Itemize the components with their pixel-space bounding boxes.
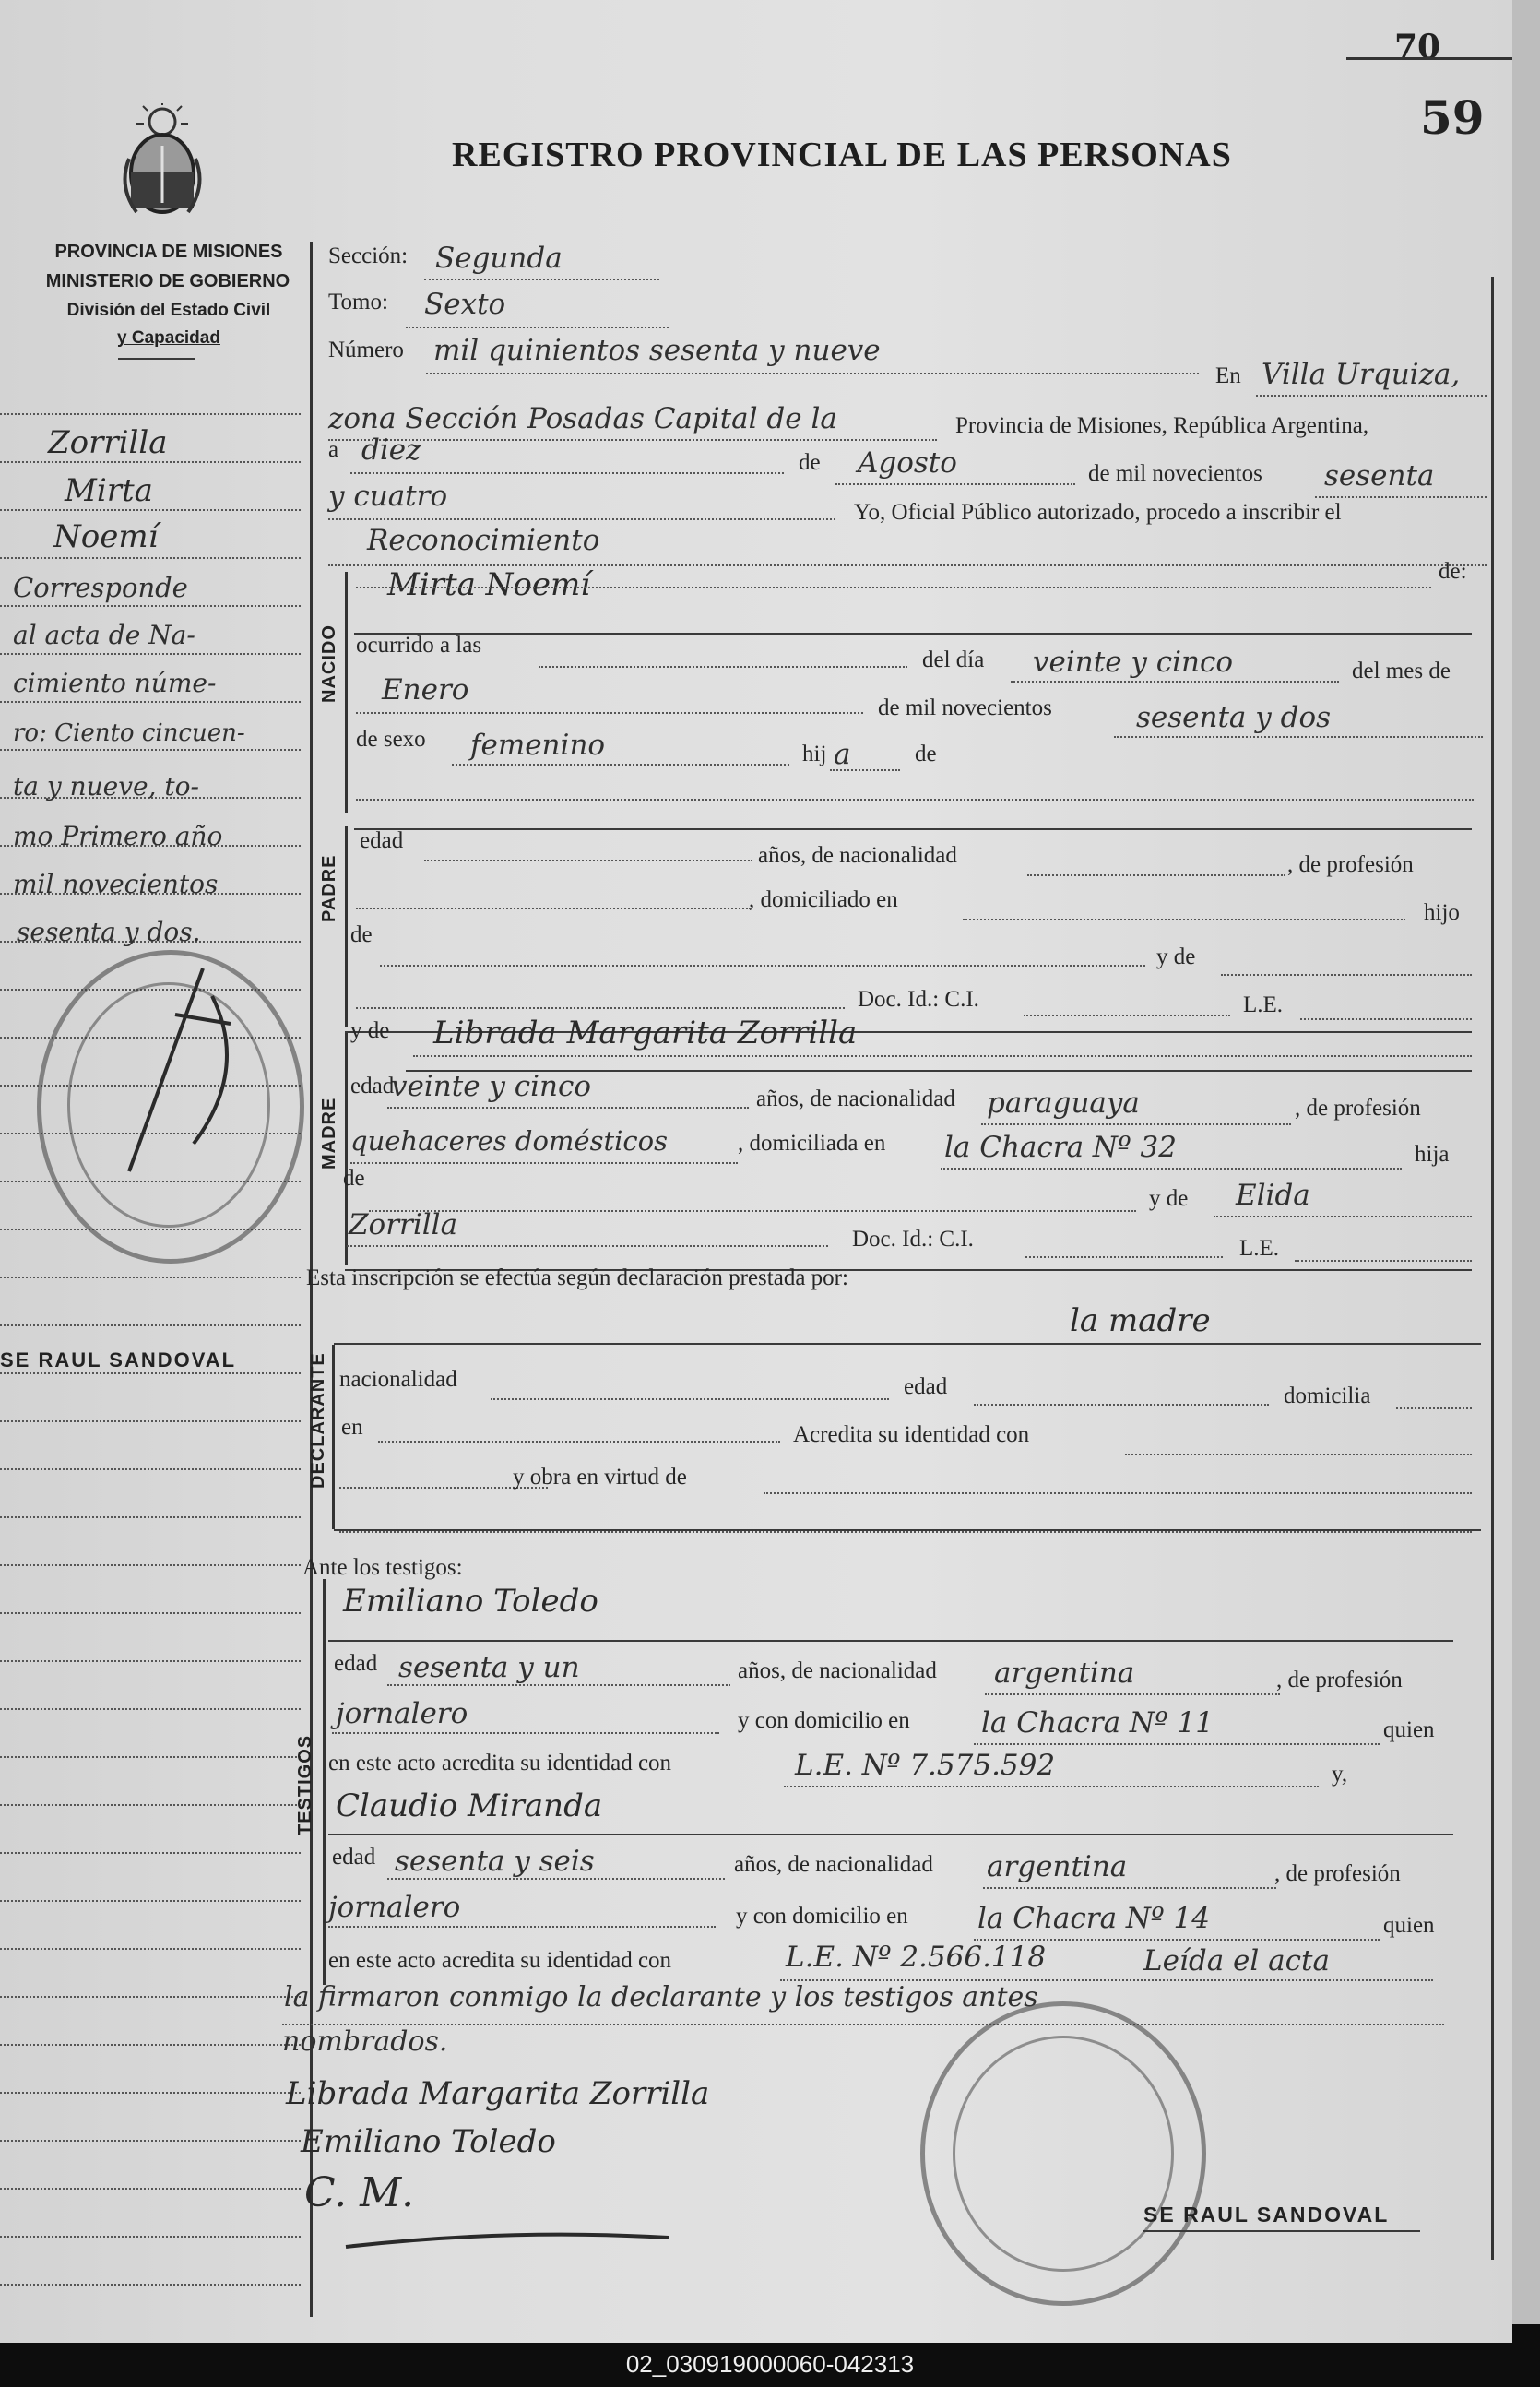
testigo2-nac-value: argentina xyxy=(987,1850,1128,1883)
nacido-de-colon: de: xyxy=(1439,559,1467,584)
sexo-label: de sexo xyxy=(356,727,426,752)
page-number: 59 xyxy=(1420,90,1485,145)
sexo-value: femenino xyxy=(470,729,606,762)
testigo1-anos-label: años, de nacionalidad xyxy=(738,1658,937,1683)
day-value: diez xyxy=(361,433,421,467)
del-dia-label: del día xyxy=(922,647,985,672)
closing-line-2: nombrados. xyxy=(282,2025,448,2058)
declarante-obra-label: y obra en virtud de xyxy=(513,1465,687,1490)
testigo2-name: Claudio Miranda xyxy=(336,1787,603,1824)
declarante-nacionalidad-label: nacionalidad xyxy=(339,1367,457,1392)
madre-section-label: MADRE xyxy=(319,1097,339,1170)
en-label: En xyxy=(1215,363,1241,388)
declarante-en-label: en xyxy=(341,1415,363,1440)
madre-madre-value: Elida xyxy=(1236,1179,1310,1212)
margin-note-line1: Corresponde xyxy=(13,572,188,603)
margin-official-name: SE RAUL SANDOVAL xyxy=(0,1348,237,1372)
margin-note-line2: al acta de Na- xyxy=(13,620,195,650)
testigo2-quien-label: quien xyxy=(1383,1913,1435,1938)
margin-note-line6: mo Primero año xyxy=(13,821,223,851)
place-value: zona Sección Posadas Capital de la xyxy=(328,402,837,435)
testigo1-nac-value: argentina xyxy=(994,1657,1135,1690)
signature-mother: Librada Margarita Zorrilla xyxy=(286,2075,710,2112)
madre-edad-label: edad xyxy=(350,1074,395,1098)
nacido-de-label: de xyxy=(915,742,937,766)
padre-le-label: L.E. xyxy=(1243,992,1284,1017)
testigo2-edad-value: sesenta y seis xyxy=(395,1845,595,1878)
padre-hijo-label: hijo xyxy=(1424,900,1460,925)
margin-note-line3: cimiento núme- xyxy=(13,668,217,698)
madre-profesion-value: quehaceres domésticos xyxy=(350,1125,668,1157)
madre-y-de2-label: y de xyxy=(1149,1186,1189,1211)
authority-line-2: MINISTERIO DE GOBIERNO xyxy=(45,271,290,291)
madre-doc-label: Doc. Id.: C.I. xyxy=(852,1227,974,1252)
testigo2-anos-label: años, de nacionalidad xyxy=(734,1852,933,1877)
testigo1-edad-value: sesenta y un xyxy=(398,1651,580,1684)
madre-padre-value: Zorrilla xyxy=(349,1208,458,1241)
testigo2-domicilio-label: y con domicilio en xyxy=(736,1904,908,1929)
tomo-value: Sexto xyxy=(424,288,506,321)
nacido-name-value: Mirta Noemí xyxy=(387,566,591,603)
registry-seal-stamp xyxy=(920,2001,1206,2306)
testigo1-domicilio-label: y con domicilio en xyxy=(738,1708,910,1733)
hij-value: a xyxy=(834,738,851,771)
year-value-cont: y cuatro xyxy=(328,480,448,513)
en-value: Villa Urquiza, xyxy=(1262,358,1461,391)
nacido-year-value: sesenta y dos xyxy=(1136,701,1332,734)
numero-value: mil quinientos sesenta y nueve xyxy=(433,334,881,367)
padre-y-de-label: y de xyxy=(1156,944,1196,969)
margin-note-name2: Noemí xyxy=(53,518,159,555)
testigos-intro: Ante los testigos: xyxy=(302,1555,463,1580)
ocurrido-label: ocurrido a las xyxy=(356,633,482,658)
testigo2-dom-value: la Chacra Nº 14 xyxy=(977,1902,1210,1935)
margin-note-name1: Mirta xyxy=(65,472,153,509)
madre-le-label: L.E. xyxy=(1239,1236,1280,1261)
testigo1-y-label: y, xyxy=(1332,1762,1348,1787)
madre-de-label: de xyxy=(343,1166,365,1191)
testigo1-dom-value: la Chacra Nº 11 xyxy=(981,1706,1214,1740)
oficial-text: Yo, Oficial Público autorizado, procedo a inscribir el xyxy=(854,500,1342,525)
mes-value: Enero xyxy=(382,673,469,707)
testigo1-name: Emiliano Toledo xyxy=(343,1583,598,1620)
authority-line-4: y Capacidad xyxy=(117,328,220,348)
padre-doc-label: Doc. Id.: C.I. xyxy=(858,987,979,1012)
corner-page-number: 70 xyxy=(1394,28,1441,66)
madre-nacionalidad-value: paraguaya xyxy=(987,1087,1140,1120)
testigo2-profesion-label: , de profesión xyxy=(1274,1861,1401,1886)
numero-label: Número xyxy=(328,338,404,362)
testigo1-prof-value: jornalero xyxy=(336,1697,468,1730)
file-id: 02_030919000060-042313 xyxy=(625,2350,915,2378)
padre-profesion-label: , de profesión xyxy=(1287,852,1414,877)
madre-anos-label: años, de nacionalidad xyxy=(756,1087,955,1111)
padre-edad-label: edad xyxy=(360,828,404,853)
margin-note-line4: ro: Ciento cincuen- xyxy=(13,719,245,747)
testigo2-prof-value: jornalero xyxy=(328,1891,461,1924)
coat-of-arms-emblem xyxy=(118,103,207,225)
closing-line-1: la firmaron conmigo la declarante y los testigos antes xyxy=(284,1981,1038,2013)
madre-profesion-label: , de profesión xyxy=(1295,1096,1421,1121)
declaracion-intro: Esta inscripción se efectúa según declaración prestada por: xyxy=(306,1265,848,1290)
declarante-por-value: la madre xyxy=(1070,1302,1211,1339)
padre-anos-label: años, de nacionalidad xyxy=(758,843,957,868)
official-name-stamp: SE RAUL SANDOVAL xyxy=(1143,2203,1390,2227)
dia-value: veinte y cinco xyxy=(1033,646,1234,679)
signature-witness1: Emiliano Toledo xyxy=(301,2123,556,2160)
madre-domiciliada-label: , domiciliada en xyxy=(738,1131,886,1156)
de-label: de xyxy=(799,450,821,475)
margin-note-line8: sesenta y dos. xyxy=(17,917,201,947)
tomo-label: Tomo: xyxy=(328,290,388,315)
padre-de-label: de xyxy=(350,922,373,947)
testigo1-profesion-label: , de profesión xyxy=(1276,1668,1403,1692)
nacido-section-label: NACIDO xyxy=(319,624,339,703)
madre-hija-label: hija xyxy=(1415,1142,1450,1167)
declarante-edad-label: edad xyxy=(904,1374,948,1399)
padre-section-label: PADRE xyxy=(319,854,339,922)
signature-witness2: C. M. xyxy=(304,2169,415,2216)
de-mil-label: de mil novecientos xyxy=(1088,461,1262,486)
a-label: a xyxy=(328,437,339,462)
hij-label: hij xyxy=(802,742,827,766)
madre-edad-value: veinte y cinco xyxy=(391,1070,592,1103)
margin-note-line7: mil novecientos xyxy=(13,869,219,899)
margin-note-surname: Zorrilla xyxy=(48,424,168,461)
testigo1-quien-label: quien xyxy=(1383,1717,1435,1742)
document-title: REGISTRO PROVINCIAL DE LAS PERSONAS xyxy=(452,136,1232,174)
signature-flourish xyxy=(341,2219,673,2256)
authority-line-3: División del Estado Civil xyxy=(66,301,271,320)
declarante-domicilia-label: domicilia xyxy=(1284,1384,1371,1408)
month-value: Agosto xyxy=(858,446,957,480)
testigos-section-label: TESTIGOS xyxy=(295,1734,315,1835)
mil-novecientos-label: de mil novecientos xyxy=(878,695,1052,720)
testigo1-acredita-label: en este acto acredita su identidad con xyxy=(328,1751,672,1775)
testigo1-doc-value: L.E. Nº 7.575.592 xyxy=(795,1749,1056,1782)
padre-domiciliado-label: , domiciliado en xyxy=(749,887,898,912)
margin-note-line5: ta y nueve, to- xyxy=(13,771,199,802)
authority-line-1: PROVINCIA DE MISIONES xyxy=(54,242,283,262)
year-value: sesenta xyxy=(1324,459,1435,493)
testigo2-acredita-label: en este acto acredita su identidad con xyxy=(328,1948,672,1973)
testigo2-doc-value: L.E. Nº 2.566.118 xyxy=(786,1941,1047,1974)
acto-value: Reconocimiento xyxy=(367,524,600,557)
leida-acta: Leída el acta xyxy=(1143,1944,1330,1977)
testigo1-edad-label: edad xyxy=(334,1651,378,1676)
testigo2-edad-label: edad xyxy=(332,1845,376,1870)
declarante-acredita-label: Acredita su identidad con xyxy=(793,1422,1030,1447)
seccion-label: Sección: xyxy=(328,243,409,268)
margin-signature-scribble xyxy=(92,959,277,1181)
declarante-section-label: DECLARANTE xyxy=(308,1352,328,1489)
provincia-text: Provincia de Misiones, República Argentina, xyxy=(955,413,1369,438)
del-mes-label: del mes de xyxy=(1352,659,1451,683)
madre-name-value: Librada Margarita Zorrilla xyxy=(433,1015,858,1051)
madre-domicilio-value: la Chacra Nº 32 xyxy=(944,1131,1177,1164)
madre-y-de-label: y de xyxy=(350,1018,390,1043)
seccion-value: Segunda xyxy=(435,242,563,275)
right-border xyxy=(1491,277,1494,2260)
